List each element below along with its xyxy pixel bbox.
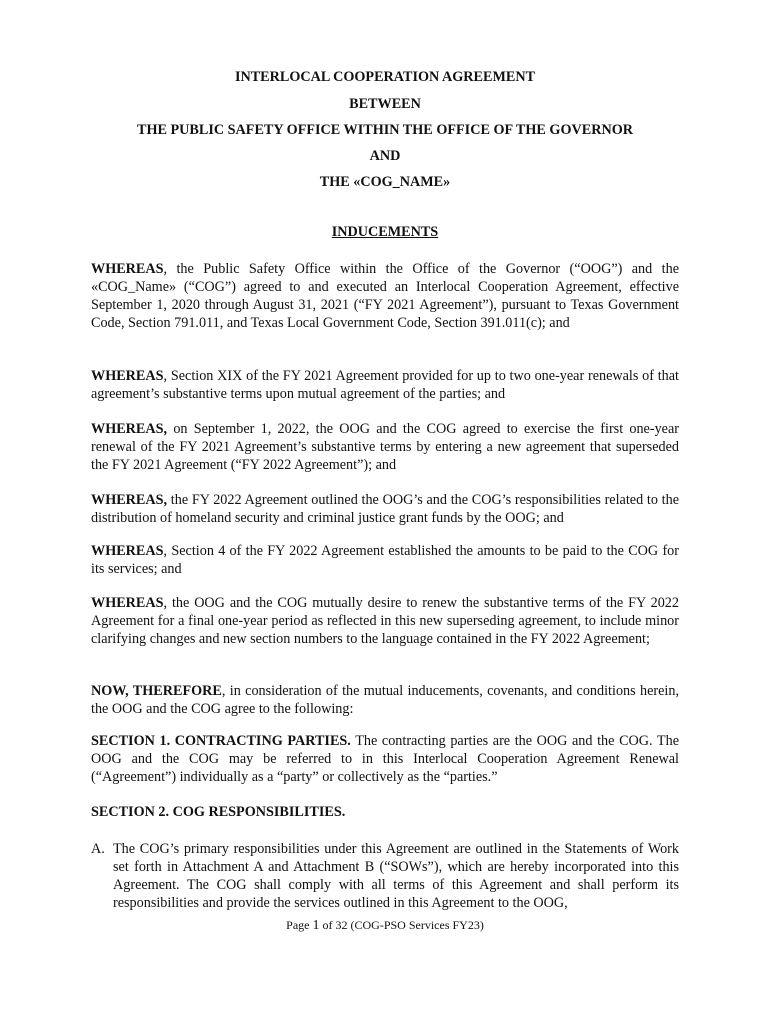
paragraph-whereas-3	[91, 420, 679, 474]
paragraph-whereas-1	[91, 260, 679, 332]
title-line-1: INTERLOCAL COOPERATION AGREEMENT	[234, 69, 536, 85]
section-2-heading: SECTION 2. COG RESPONSIBILITIES.	[91, 804, 346, 820]
paragraph-text: , Section XIX of the FY 2021 Agreement provided for up to two one-year renewals of that agreement’s substantive terms upon mutual agreement of the parties; and	[91, 368, 679, 402]
paragraph-text: , in consideration of the mutual inducements, covenants, and conditions herein, the OOG and the COG agree to the following:	[91, 683, 679, 717]
list-item-a	[91, 840, 679, 912]
inducements-heading: INDUCEMENTS	[331, 224, 439, 240]
title-line-2: BETWEEN	[349, 96, 421, 112]
paragraph-lead: WHEREAS	[91, 543, 164, 559]
paragraph-text: , Section 4 of the FY 2022 Agreement established the amounts to be paid to the COG for its services; and	[91, 543, 679, 577]
paragraph-lead: WHEREAS	[91, 595, 164, 611]
paragraph-lead: WHEREAS	[91, 368, 164, 384]
list-item-label: A.	[91, 841, 105, 857]
paragraph-lead: WHEREAS,	[91, 492, 168, 508]
footer-suffix: of 32 (COG-PSO Services FY23)	[319, 918, 484, 932]
paragraph-section-1	[91, 732, 679, 786]
footer-prefix: Page	[286, 918, 313, 932]
list-item-text: The COG’s primary responsibilities under this Agreement are outlined in the Statements of Work set forth in Attachment A and Attachment B (“SOWs”), which are hereby incorporated into this Agreement. The COG shall comply with all terms of this Agreement and shall perform its responsibilities and provide the services outlined in this Agreement to the OOG,	[113, 841, 679, 911]
paragraph-lead: NOW, THEREFORE	[91, 683, 222, 699]
paragraph-text: , the OOG and the COG mutually desire to renew the substantive terms of the FY 2022 Agreement for a final one-year period as reflected in this new superseding agreement, to include minor clarifying changes and new section numbers to the language contained in the FY 2022 Agreement;	[91, 595, 679, 647]
paragraph-whereas-2	[91, 367, 679, 403]
paragraph-lead: WHEREAS	[91, 261, 164, 277]
paragraph-whereas-6	[91, 594, 679, 648]
page-number: 1	[312, 918, 320, 933]
paragraph-whereas-4	[91, 491, 679, 527]
paragraph-now-therefore	[91, 682, 679, 718]
paragraph-text: the FY 2022 Agreement outlined the OOG’s and the COG’s responsibilities related to the distribution of homeland security and criminal justice grant funds by the OOG; and	[91, 492, 679, 526]
paragraph-lead: WHEREAS,	[91, 421, 168, 437]
title-line-5: THE «COG_NAME»	[319, 174, 451, 190]
title-line-3: THE PUBLIC SAFETY OFFICE WITHIN THE OFFICE OF THE GOVERNOR	[137, 122, 633, 138]
page-footer	[0, 917, 770, 934]
paragraph-text: , the Public Safety Office within the Office of the Governor (“OOG”) and the «COG_Name» (“COG”) agreed to and executed an Interlocal Cooperation Agreement, effective September 1, 2020 through August 31, 2021 (“FY 2021 Agreement”), pursuant to Texas Government Code, Section 791.011, and Texas Local Government Code, Section 391.011(c); and	[91, 261, 679, 331]
paragraph-text: on September 1, 2022, the OOG and the COG agreed to exercise the first one-year renewal of the FY 2021 Agreement’s substantive terms by entering a new agreement that superseded the FY 2021 Agreement (“FY 2022 Agreement”); and	[91, 421, 679, 473]
paragraph-whereas-5	[91, 542, 679, 578]
title-line-4: AND	[369, 148, 401, 164]
paragraph-lead: SECTION 1. CONTRACTING PARTIES.	[91, 733, 351, 749]
paragraph-text: The contracting parties are the OOG and the COG. The OOG and the COG may be referred to in this Interlocal Cooperation Agreement Renewal (“Agreement”) individually as a “party” or collectively as the “parties.”	[91, 733, 679, 785]
